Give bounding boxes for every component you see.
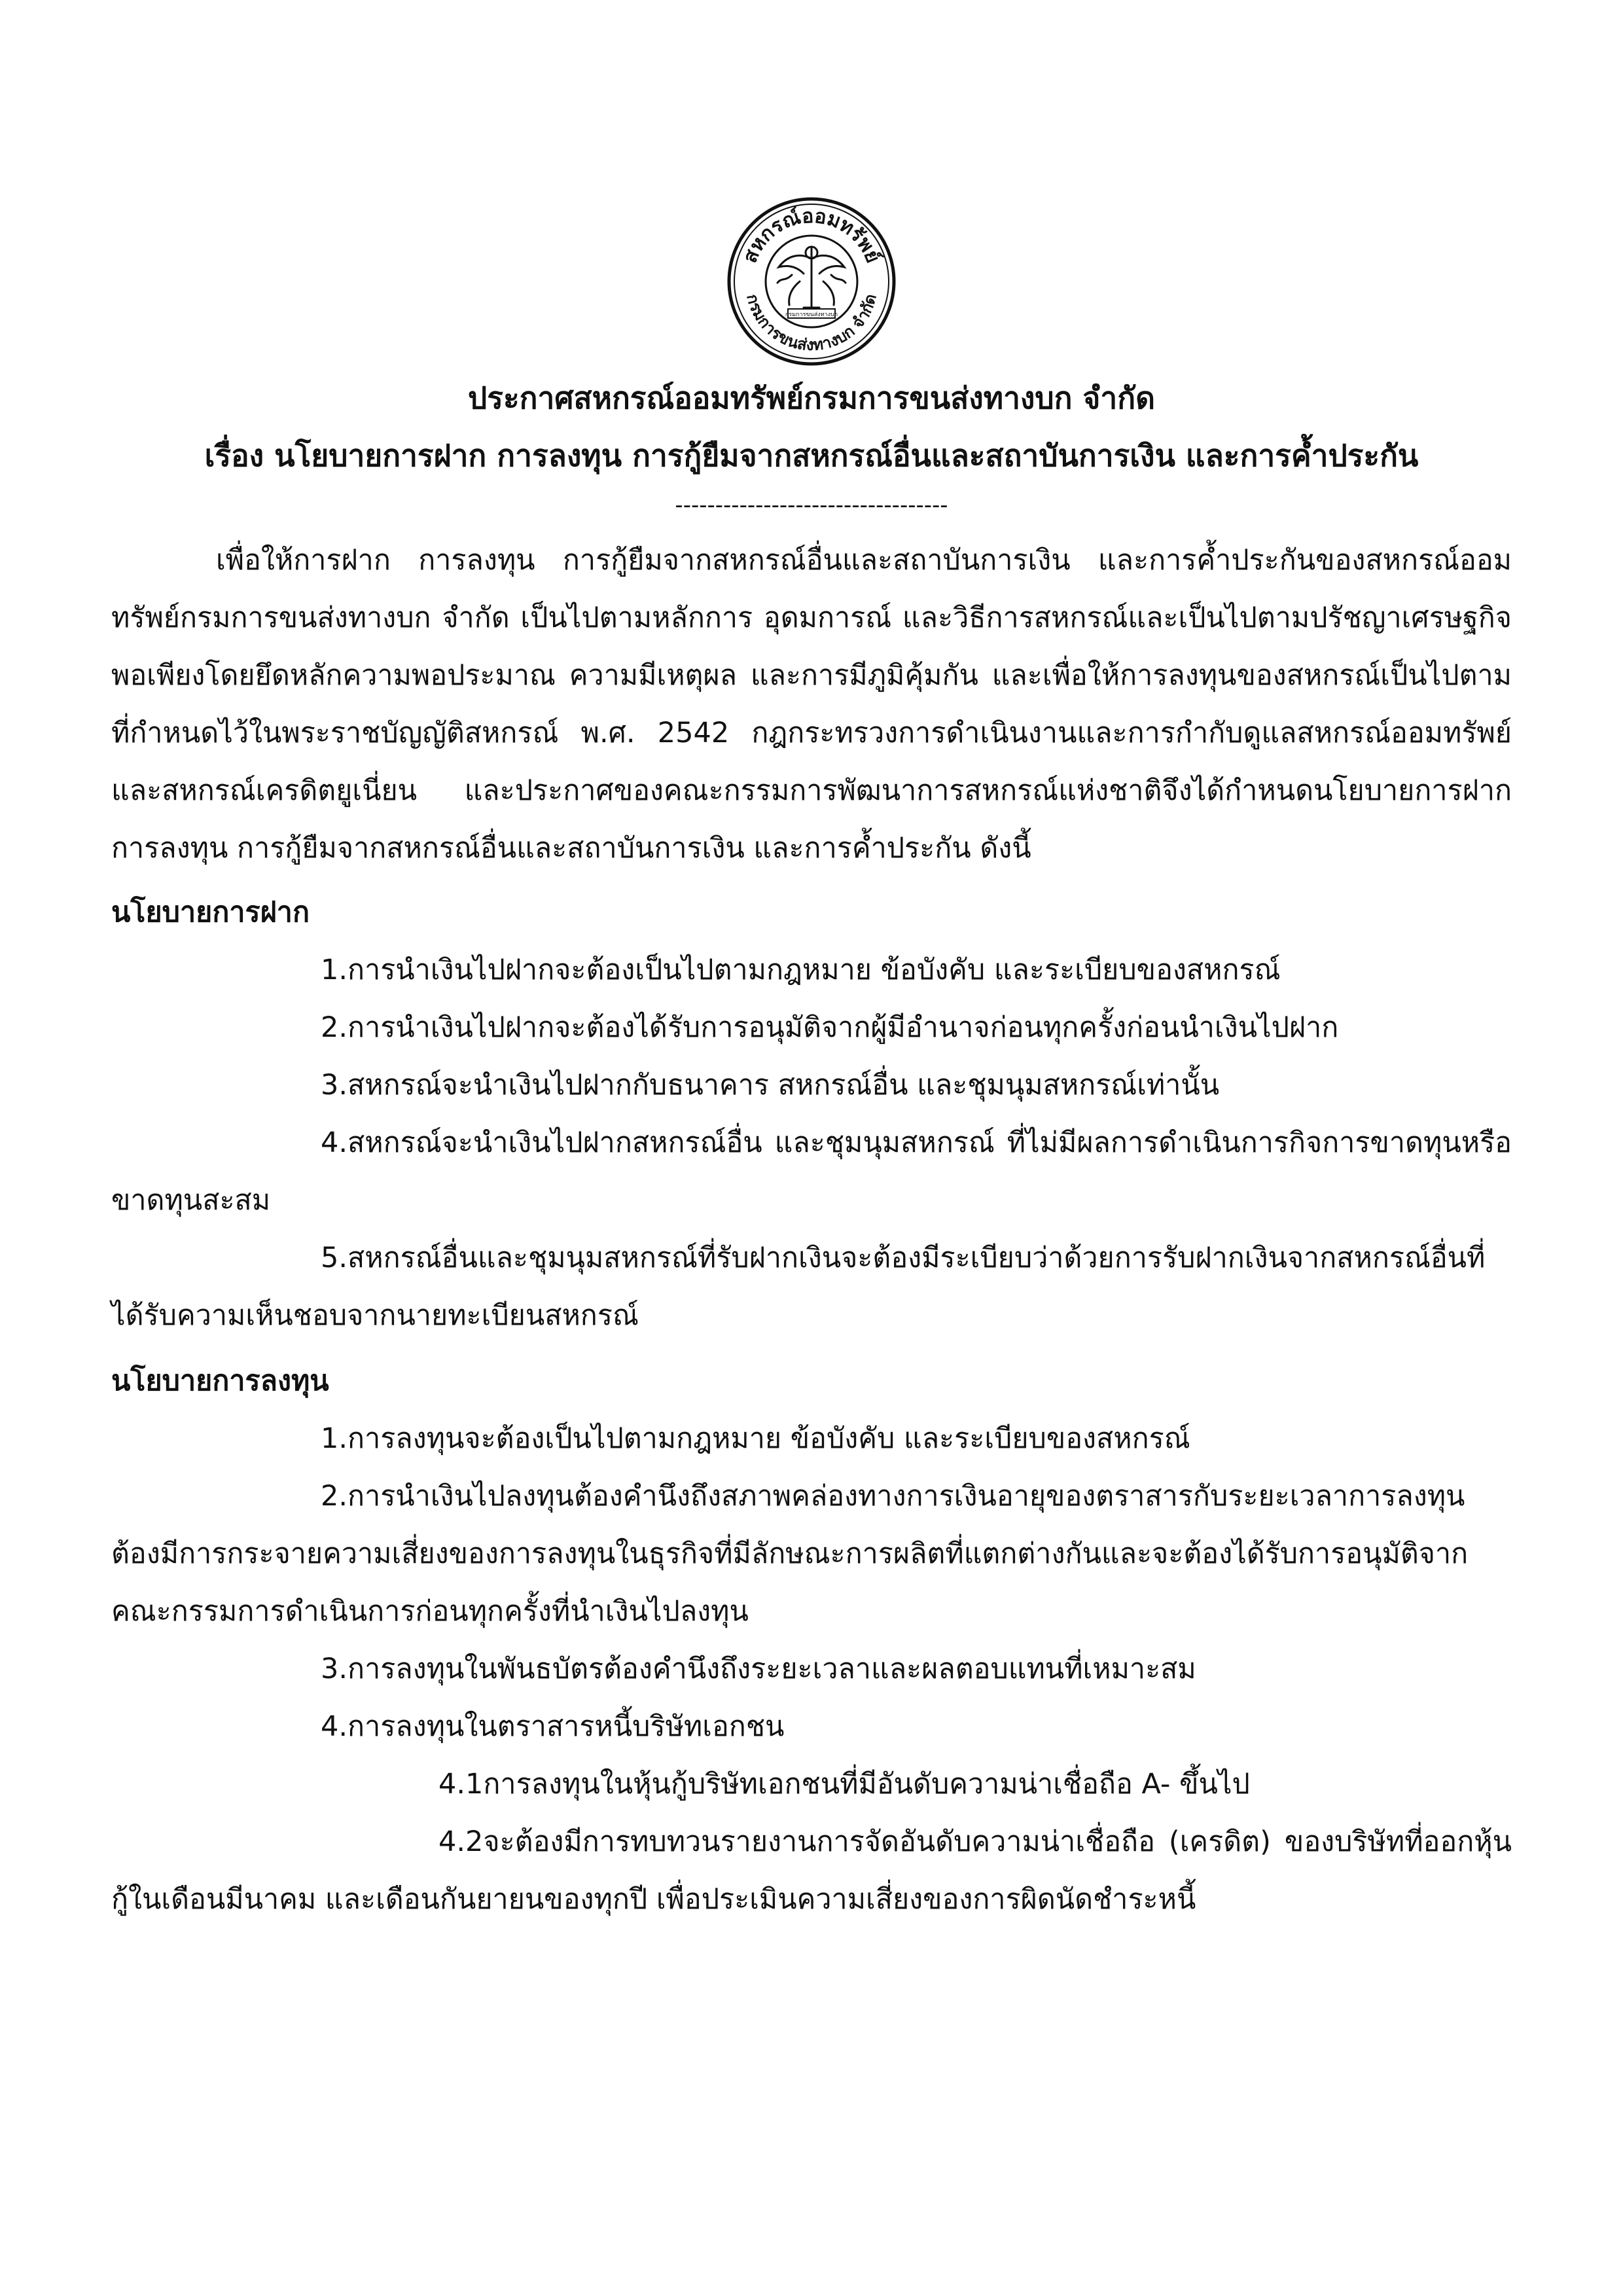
list-item: 1.การนำเงินไปฝากจะต้องเป็นไปตามกฎหมาย ข้อบังคับ และระเบียบของสหกรณ์: [321, 954, 1281, 986]
list-item: 4.สหกรณ์จะนำเงินไปฝากสหกรณ์อื่น และชุมนุมสหกรณ์ ที่ไม่มีผลการดำเนินการกิจการขาดทุนหรือขาดทุนสะสม: [111, 1126, 1512, 1217]
sub-list-item: 4.2จะต้องมีการทบทวนรายงานการจัดอันดับความน่าเชื่อถือ (เครดิต) ของบริษัทที่ออกหุ้นกู้ในเดือนมีนาคม และเดือนกันยายนของทุกปี เพื่อประเมินความเสี่ยงของการผิดนัดชำระหนี้: [111, 1825, 1512, 1916]
seal-bottom-text: กรมการขนส่งทางบก จำกัด: [743, 292, 880, 355]
deposit-policy-list: [111, 941, 1512, 1344]
seal-inner-text: กรมการขนส่งทางบก: [785, 312, 838, 318]
list-item: 2.การนำเงินไปฝากจะต้องได้รับการอนุมัติจากผู้มีอำนาจก่อนทุกครั้งก่อนนำเงินไปฝาก: [321, 1011, 1339, 1044]
list-item: 4.การลงทุนในตราสารหนี้บริษัทเอกชน: [321, 1710, 785, 1743]
announcement-subject: เรื่อง นโยบายการฝาก การลงทุน การกู้ยืมจากสหกรณ์อื่นและสถาบันการเงิน และการค้ำประกัน: [204, 438, 1419, 473]
list-item: 3.สหกรณ์จะนำเงินไปฝากกับธนาคาร สหกรณ์อื่น และชุมนุมสหกรณ์เท่านั้น: [321, 1069, 1220, 1102]
investment-policy-heading: นโยบายการลงทุน: [111, 1365, 329, 1397]
list-item: 2.การนำเงินไปลงทุนต้องคำนึงถึงสภาพคล่องทางการเงินอายุของตราสารกับระยะเวลาการลงทุนต้องมีการกระจายความเสี่ยงของการลงทุนในธุรกิจที่มีลักษณะการผลิตที่แตกต่างกันและจะต้องได้รับการอนุมัติจากคณะกรรมการดำเนินการก่อนทุกครั้งที่นำเงินไปลงทุน: [111, 1480, 1469, 1628]
announcement-title: ประกาศสหกรณ์ออมทรัพย์กรมการขนส่งทางบก จำกัด: [468, 380, 1155, 416]
cooperative-seal: [726, 196, 897, 367]
intro-paragraph: เพื่อให้การฝาก การลงทุน การกู้ยืมจากสหกรณ์อื่นและสถาบันการเงิน และการค้ำประกันของสหกรณ์ออมทรัพย์กรมการขนส่งทางบก จำกัด เป็นไปตามหลักการ อุดมการณ์ และวิธีการสหกรณ์และเป็นไปตามปรัชญาเศรษฐกิจพอเพียงโดยยึดหลักความพอประมาณ ความมีเหตุผล และการมีภูมิคุ้มกัน และเพื่อให้การลงทุนของสหกรณ์เป็นไปตามที่กำหนดไว้ในพระราชบัญญัติสหกรณ์ พ.ศ. 2542 กฎกระทรวงการดำเนินงานและการกำกับดูแลสหกรณ์ออมทรัพย์และสหกรณ์เครดิตยูเนี่ยน และประกาศของคณะกรรมการพัฒนาการสหกรณ์แห่งชาติจึงได้กำหนดนโยบายการฝาก การลงทุน การกู้ยืมจากสหกรณ์อื่นและสถาบันการเงิน และการค้ำประกัน ดังนี้: [111, 544, 1512, 865]
deposit-policy-heading: นโยบายการฝาก: [111, 896, 310, 929]
list-item: 1.การลงทุนจะต้องเป็นไปตามกฎหมาย ข้อบังคับ และระเบียบของสหกรณ์: [321, 1422, 1190, 1455]
list-item: 3.การลงทุนในพันธบัตรต้องคำนึงถึงระยะเวลาและผลตอบแทนที่เหมาะสม: [321, 1653, 1196, 1685]
seal-top-text: สหกรณ์ออมทรัพย์: [738, 204, 885, 266]
list-item: 5.สหกรณ์อื่นและชุมนุมสหกรณ์ที่รับฝากเงินจะต้องมีระเบียบว่าด้วยการรับฝากเงินจากสหกรณ์อื่นที่ได้รับความเห็นชอบจากนายทะเบียนสหกรณ์: [111, 1242, 1486, 1332]
document-body: [111, 531, 1512, 1928]
investment-policy-list: [111, 1410, 1512, 1928]
seal-emblem-icon: [726, 196, 897, 367]
title-divider: ----------------------------------: [675, 492, 948, 518]
sub-list-item: 4.1การลงทุนในหุ้นกู้บริษัทเอกชนที่มีอันดับความน่าเชื่อถือ A- ขึ้นไป: [438, 1768, 1250, 1801]
